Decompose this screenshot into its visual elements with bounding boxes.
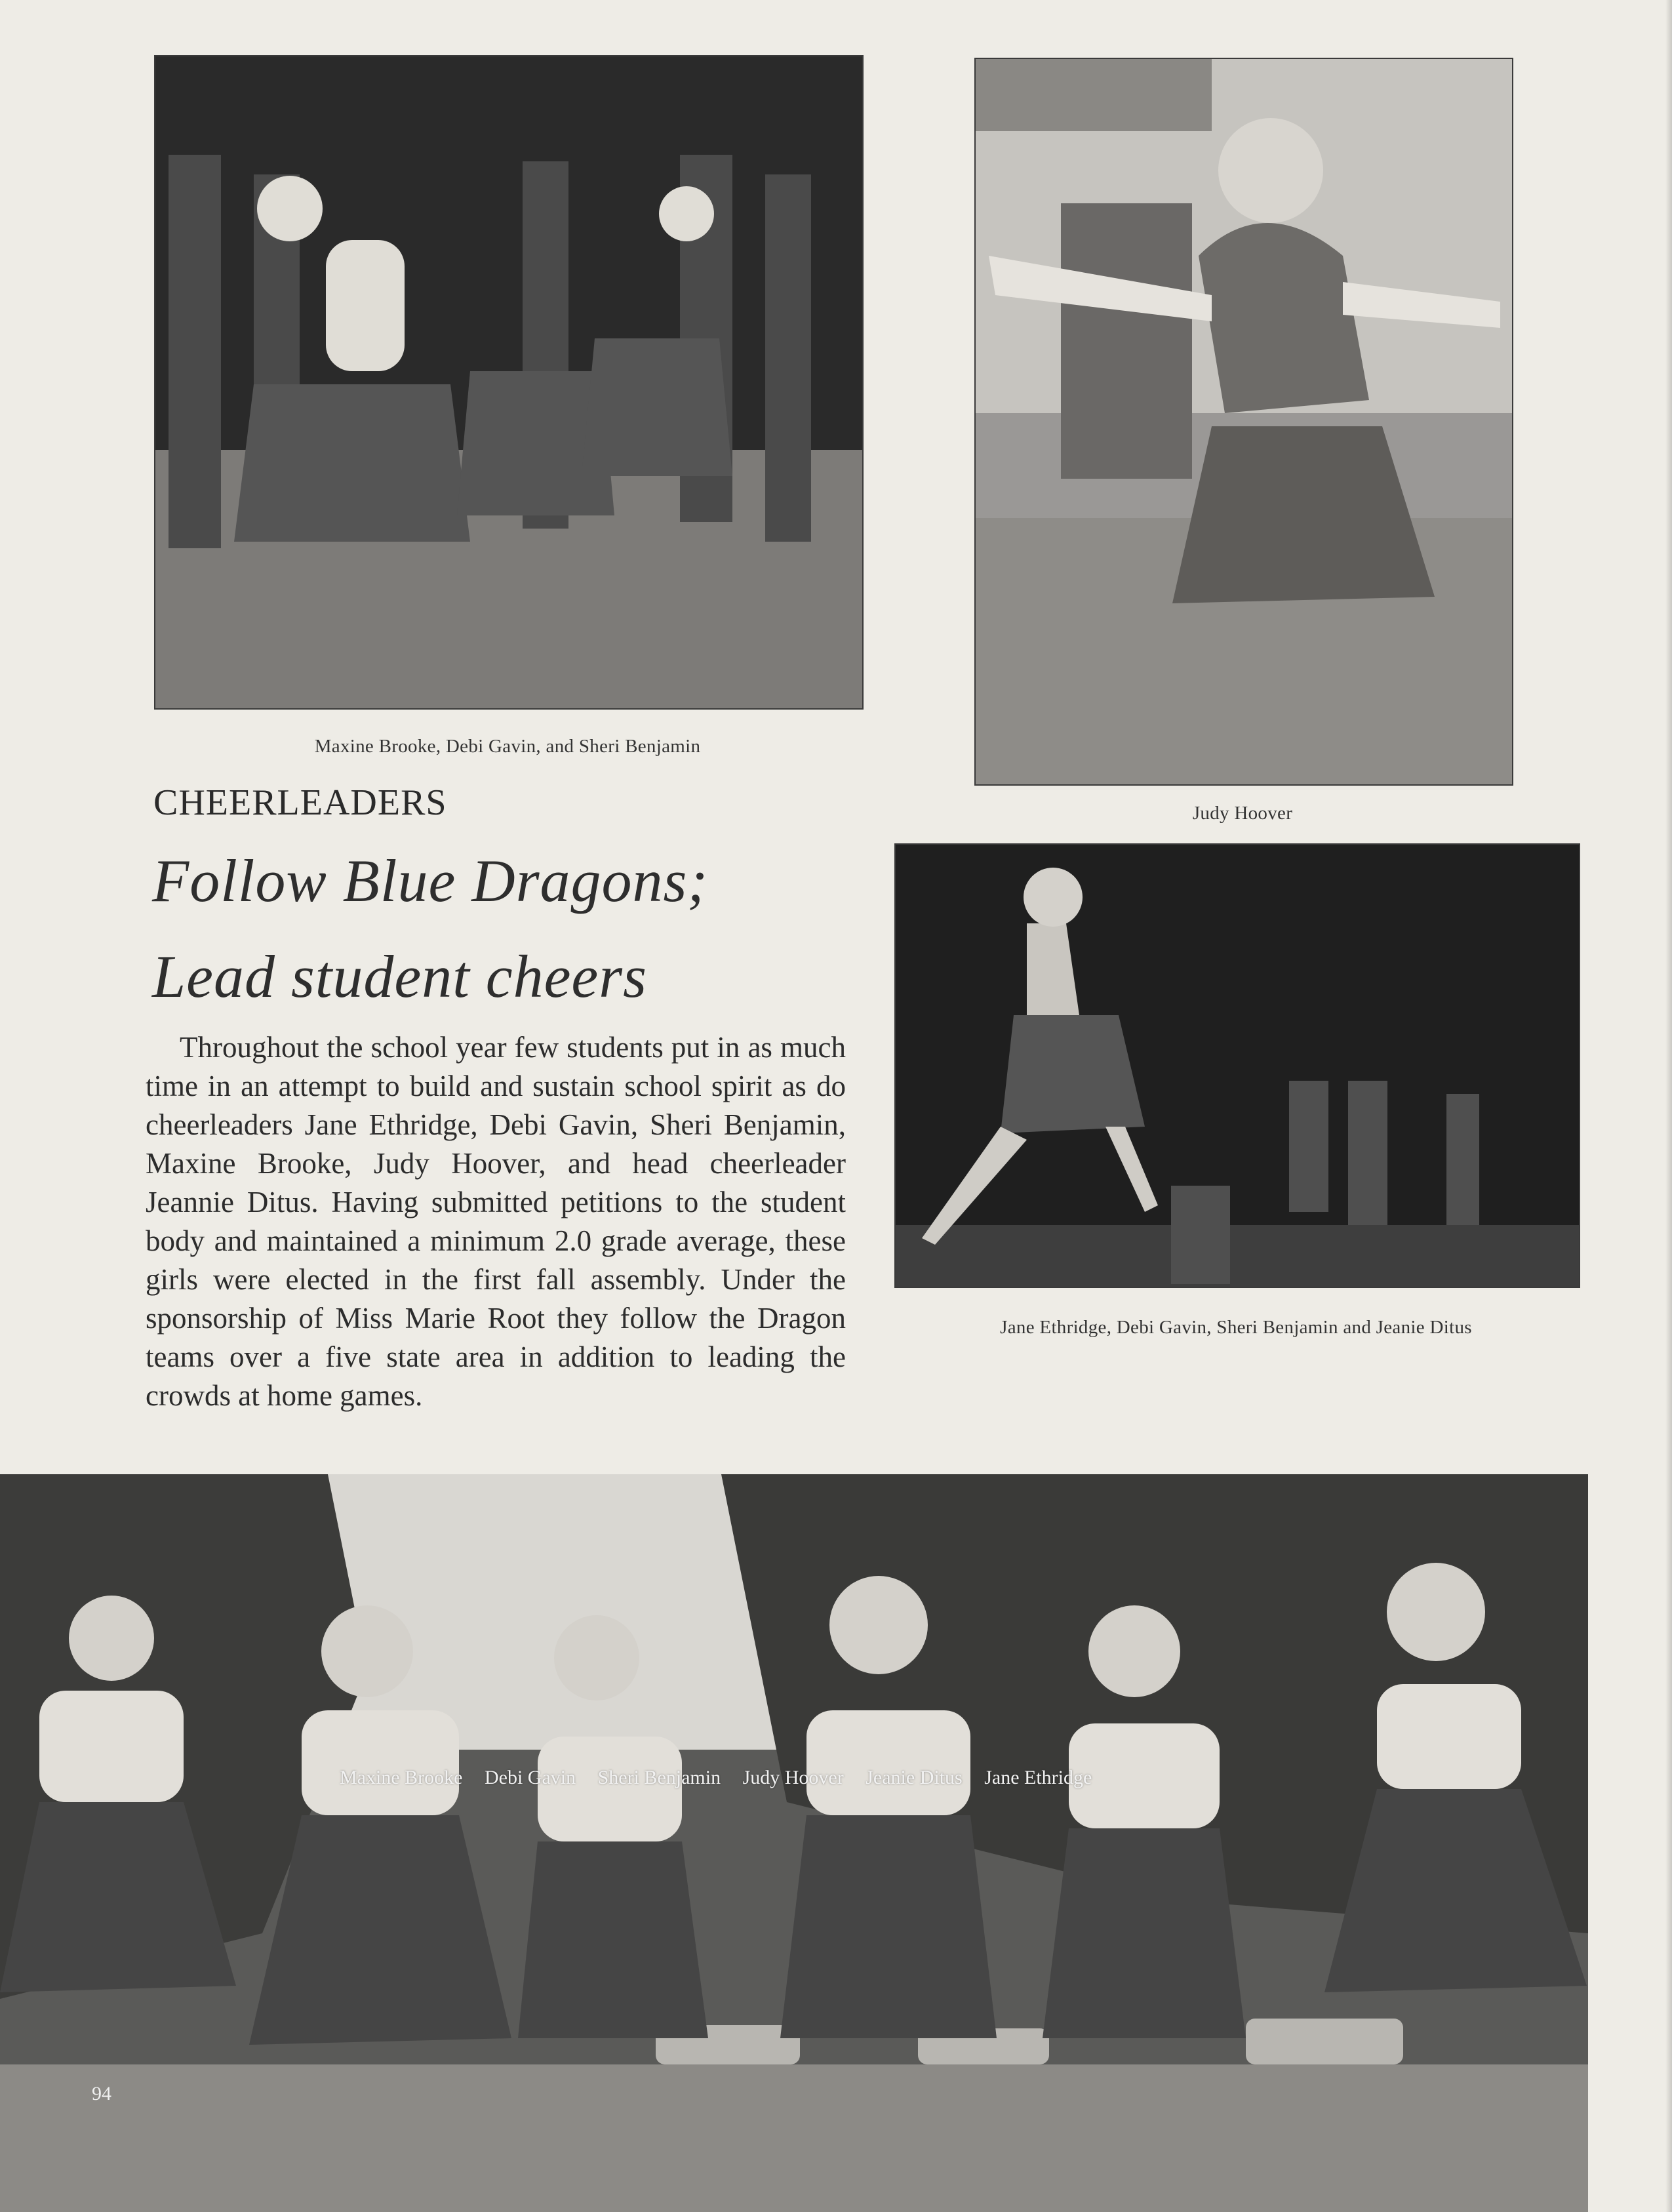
article-body (146, 1028, 846, 1415)
page-number: 94 (92, 2083, 111, 2104)
section-label: CHEERLEADERS (153, 782, 447, 823)
photo-cheerleaders-stage (894, 843, 1580, 1288)
photo-group-cheerleaders (0, 1474, 1588, 2212)
page-edge-shadow (1665, 0, 1672, 2212)
caption-middle-right: Jane Ethridge, Debi Gavin, Sheri Benjamin and Jeanie Ditus (1000, 1317, 1472, 1338)
photo-cheerleaders-stage-image (896, 845, 1579, 1287)
photo-group-cheerleaders-image (0, 1474, 1588, 2212)
group-name-1: Maxine Brooke (340, 1767, 463, 1788)
photo-cheerleaders-dancing-image (155, 56, 862, 708)
group-name-6: Jane Ethridge (984, 1767, 1092, 1788)
group-name-4: Judy Hoover (742, 1767, 844, 1788)
caption-top-left: Maxine Brooke, Debi Gavin, and Sheri Benjamin (314, 736, 701, 757)
headline-line-1: Follow Blue Dragons; (152, 847, 708, 914)
photo-judy-hoover-jump (974, 58, 1513, 786)
photo-cheerleaders-dancing (154, 55, 864, 710)
caption-top-right: Judy Hoover (1192, 803, 1293, 824)
group-photo-names (340, 1767, 1109, 1789)
photo-judy-hoover-jump-image (976, 59, 1512, 784)
group-name-5: Jeanie Ditus (866, 1767, 963, 1788)
headline-line-2: Lead student cheers (152, 943, 647, 1010)
group-name-3: Sheri Benjamin (597, 1767, 721, 1788)
article-body-paragraph: Throughout the school year few students put in as much time in an attempt to build and sustain school spirit as do cheerleaders Jane Ethridge, Debi Gavin, Sheri Benjamin, Maxine Brooke, Judy Hoover, and head cheerleader Jeannie Ditus. Having submitted petitions to the student body and maintained a minimum 2.0 grade average, these girls were elected in the first fall assembly. Under the sponsorship of Miss Marie Root they follow the Dragon teams over a five state area in addition to leading the crowds at home games. (146, 1031, 846, 1412)
group-name-2: Debi Gavin (484, 1767, 576, 1788)
